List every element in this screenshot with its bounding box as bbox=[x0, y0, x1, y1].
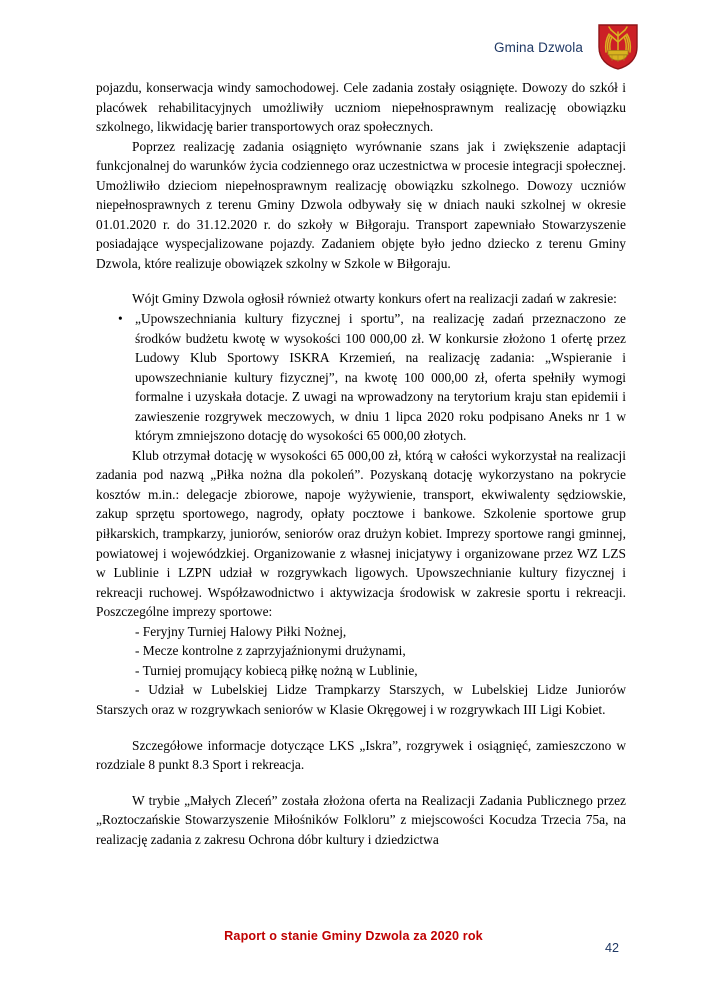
bullet-marker-icon: • bbox=[118, 311, 123, 327]
paragraph-details-reference: Szczegółowe informacje dotyczące LKS „Iskra”, rozgrywek i osiągnięć, zamieszczono w rozdziale 8 punkt 8.3 Sport i rekreacja. bbox=[96, 737, 626, 773]
dash-item: - Udział w Lubelskiej Lidze Trampkarzy Starszych, w Lubelskiej Lidze Juniorów Starszych oraz w rozgrywkach seniorów w Klasie Okręgowej i w rozgrywkach III Ligi Kobiet. bbox=[96, 682, 626, 717]
paragraph-small-grants: W trybie „Małych Zleceń” została złożona oferta na Realizacji Zadania Publicznego przez „Roztoczańskie Stowarzyszenie Miłośników Folkloru” z miejscowości Kocudza Trzecia 75a, na realizację zadania z zakresu Ochrona dóbr kultury i dziedzictwa bbox=[96, 792, 626, 847]
list-item-text: „Upowszechniania kultury fizycznej i sportu”, na realizację zadań przeznaczono ze środków budżetu kwotę w wysokości 100 000,00 zł. W konkursie złożono 1 ofertę przez Ludowy Klub Sportowy ISKRA Krzemień, na realizację zadania: „Wspieranie i upowszechnianie kultury fizycznej”, na kwotę 100 000,00 zł, oferta spełniły wymogi formalne i uzyskała dotacje. Z uwagi na wprowadzony na terytorium kraju stan epidemii i zawieszenie rozgrywek meczowych, w dniu 1 lipca 2020 roku podpisano Aneks nr 1 w którym zmniejszono dotację do wysokości 65 000,00 złotych. bbox=[135, 311, 626, 444]
list-item bbox=[96, 309, 626, 446]
page-header bbox=[96, 18, 639, 76]
page-number: 42 bbox=[604, 941, 619, 955]
bullet-list bbox=[96, 309, 626, 446]
page-header-title: Gmina Dzwola bbox=[494, 39, 583, 55]
dash-item: - Mecze kontrolne z zaprzyjaźnionymi drużynami, bbox=[135, 643, 406, 659]
paragraph-continuation: pojazdu, konserwacja windy samochodowej. Cele zadania zostały osiągnięte. Dowozy do szkół i placówek rehabilitacyjnych umożliwiły uczniom niepełnosprawnym realizację obowiązku szkolnego, likwidację barier transportowych oraz społecznych. bbox=[96, 80, 626, 135]
dash-sub-list bbox=[96, 622, 626, 720]
dash-item: - Turniej promujący kobiecą piłkę nożną w Lublinie, bbox=[135, 662, 418, 678]
paragraph-open-competition: Wójt Gminy Dzwola ogłosił również otwarty konkurs ofert na realizacji zadań w zakresie: bbox=[132, 291, 617, 307]
footer-report-title: Raport o stanie Gminy Dzwola za 2020 rok bbox=[224, 929, 483, 943]
gmina-dzwola-coat-of-arms-icon bbox=[597, 23, 639, 71]
paragraph-club-grant: Klub otrzymał dotację w wysokości 65 000,00 zł, którą w całości wykorzystał na realizacji zadania pod nazwą „Piłka nożna dla pokoleń”. Pozyskaną dotację wykorzystano na pokrycie kosztów m.in.: delegacje zbiorowe, napoje wyżywienie, transport, ekwiwalenty sędziowskie, zakup sprzętu sportowego, nagrody, opłaty pocztowe i bankowe. Szkolenie sportowe grup piłkarskich, trampkarzy, juniorów, seniorów oraz drużyn kobiet. Imprezy sportowe rangi gminnej, powiatowej i wojewódzkiej. Organizowanie z własnej inicjatywy i organizowane przez WZ LZS w Lublinie i LZPN udział w rozgrywkach ligowych. Upowszechnianie kultury fizycznej i rekreacji ruchowej. Współzawodnictwo i aktywizacja środowisk w zakresie sportu i rekreacji. Poszczególne imprezy sportowe: bbox=[96, 447, 626, 620]
paragraph-task-outcomes: Poprzez realizację zadania osiągnięto wyrównanie szans jak i zwiększenie adaptacji funkcjonalnej do warunków życia codziennego oraz uczestnictwa w procesie integracji społecznej. Umożliwiło dzieciom niepełnosprawnym realizację obowiązku szkolnego. Dowozy uczniów niepełnosprawnych z terenu Gminy Dzwola odbywały się w dniach nauki szkolnej w okresie 01.01.2020 r. do 31.12.2020 r. do szkoły w Biłgoraju. Transport zapewniało Stowarzyszenie posiadające wyspecjalizowane pojazdy. Zadaniem objęte było jedno dziecko z terenu Gminy Dzwola, które realizuje obowiązek szkolny w Szkole w Biłgoraju. bbox=[96, 138, 626, 271]
dash-item: - Feryjny Turniej Halowy Piłki Nożnej, bbox=[135, 623, 347, 639]
document-body bbox=[96, 78, 626, 849]
